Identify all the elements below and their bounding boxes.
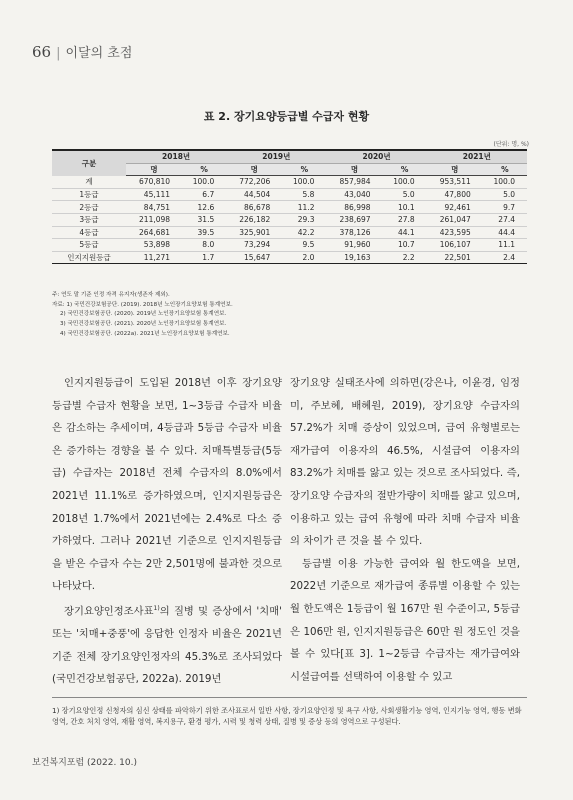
table-cell: 27.8 (383, 213, 427, 226)
subheader-cell: % (483, 163, 527, 176)
table-cell: 44.1 (383, 226, 427, 239)
table-cell: 31.5 (182, 213, 226, 226)
paragraph-text: 의 질병 및 증상에서 '치매' 또는 '치매+중풍'에 응답한 인정자 비율은 2021년 기준 전체 장기요양인정자의 45.3%로 조사되었다(국민건강보험공단, 2022a). 2019년 (52, 605, 282, 686)
table-cell: 378,126 (326, 226, 382, 239)
header-separator: | (56, 46, 61, 61)
table-cell: 1.7 (182, 251, 226, 264)
row-label: 1등급 (52, 188, 126, 201)
subheader-cell: % (182, 163, 226, 176)
table-cell: 27.4 (483, 213, 527, 226)
table-note: 4) 국민건강보험공단. (2022a). 2021년 노인장기요양보험 통계연보. (60, 330, 230, 337)
table-cell: 15,647 (226, 251, 282, 264)
table-cell: 100.0 (383, 176, 427, 189)
table-row (52, 226, 527, 239)
row-label: 2등급 (52, 201, 126, 214)
table-cell: 10.7 (383, 239, 427, 252)
table-cell: 44,504 (226, 188, 282, 201)
subheader-cell: 명 (226, 163, 282, 176)
table-cell: 2.2 (383, 251, 427, 264)
row-label: 5등급 (52, 239, 126, 252)
table-cell: 12.6 (182, 201, 226, 214)
table-cell: 857,984 (326, 176, 382, 189)
subheader-cell: 명 (427, 163, 483, 176)
subheader-cell: 명 (326, 163, 382, 176)
table-row (52, 188, 527, 201)
recipients-table (52, 149, 527, 264)
table-cell: 264,681 (126, 226, 182, 239)
corner-header: 구분 (52, 150, 126, 176)
table-cell: 10.1 (383, 201, 427, 214)
table-cell: 9.5 (282, 239, 326, 252)
paragraph: 장기요양 실태조사에 의하면(강은나, 이윤경, 임정미, 주보혜, 배혜원, 2019), 장기요양 수급자의 57.2%가 치매 증상이 있었으며, 급여 유형별로는 재가급여 이용자의 46.5%, 시설급여 이용자의 83.2%가 치매를 앓고 있는 것으로 조사되었다. 즉, 장기요양 수급자의 절반가량이 치매를 앓고 있으며, 이용하고 있는 급여 유형에 따라 치매 수급자 비율의 차이가 큰 것을 볼 수 있다. (290, 377, 520, 548)
table-cell: 45,111 (126, 188, 182, 201)
table-cell: 100.0 (182, 176, 226, 189)
table-cell: 5.8 (282, 188, 326, 201)
table-cell: 44.4 (483, 226, 527, 239)
body-column-right (290, 372, 520, 688)
table-cell: 261,047 (427, 213, 483, 226)
table-cell: 238,697 (326, 213, 382, 226)
table-note: 3) 국민건강보험공단. (2021). 2020년 노인장기요양보험 통계연보. (60, 321, 227, 328)
table-row (52, 251, 527, 264)
table-cell: 325,901 (226, 226, 282, 239)
table-cell: 9.7 (483, 201, 527, 214)
body-column-left (52, 372, 282, 691)
table-cell: 100.0 (483, 176, 527, 189)
section-title: 이달의 초점 (65, 46, 133, 61)
table-title: 표 2. 장기요양등급별 수급자 현황 (203, 110, 370, 123)
table-note: 주: 연도 말 기준 인정 자격 유지자(생존자 제외). (52, 292, 170, 298)
table-row (52, 239, 527, 252)
paragraph-text: 장기요양인정조사표 (64, 605, 154, 618)
subheader-cell: % (282, 163, 326, 176)
paragraph: 인지지원등급이 도입된 2018년 이후 장기요양등급별 수급자 현황을 보면, 1~3등급 수급자 비율은 감소하는 추세이며, 4등급과 5등급 수급자 비율은 증가하는 경향을 볼 수 있다. 치매특별등급(5등급) 수급자는 2018년 전체 수급자의 8.0%에서 2021년 11.1%로 증가하였으며, 인지지원등급은 2018년 1.7%에서 2021년에는 2.4%로 다소 증가하였다. 그러나 2021년 기준으로 인지지원등급을 받은 수급자 수는 2만 2,501명에 불과한 것으로 나타났다. (52, 377, 282, 593)
table-cell: 19,163 (326, 251, 382, 264)
table-cell: 73,294 (226, 239, 282, 252)
table-cell: 670,810 (126, 176, 182, 189)
table-unit: (단위: 명, %) (493, 141, 529, 148)
table-note: 2) 국민건강보험공단. (2020). 2019년 노인장기요양보험 통계연보. (60, 311, 227, 318)
table-cell: 953,511 (427, 176, 483, 189)
year-header: 2018년 (126, 150, 226, 163)
year-header: 2021년 (427, 150, 527, 163)
paragraph (52, 598, 282, 691)
table-row (52, 176, 527, 189)
year-header: 2020년 (326, 150, 426, 163)
row-label: 3등급 (52, 213, 126, 226)
subheader-cell: 명 (126, 163, 182, 176)
subheader-cell: % (383, 163, 427, 176)
table-cell: 6.7 (182, 188, 226, 201)
table-cell: 11.1 (483, 239, 527, 252)
table-cell: 91,960 (326, 239, 382, 252)
table-cell: 43,040 (326, 188, 382, 201)
footnote-divider (52, 697, 527, 698)
table-cell: 84,751 (126, 201, 182, 214)
table-cell: 226,182 (226, 213, 282, 226)
row-label: 인지지원등급 (52, 251, 126, 264)
paragraph: 등급별 이용 가능한 급여와 월 한도액을 보면, 2022년 기준으로 재가급여 종류별 이용할 수 있는 월 한도액은 1등급이 월 167만 원 수준이고, 5등급은 106만 원, 인지지원등급은 60만 원 정도인 것을 볼 수 있다[표 3]. 1~2등급 수급자는 재가급여와 시설급여를 선택하여 이용할 수 있고 (290, 557, 520, 683)
table-cell: 772,206 (226, 176, 282, 189)
table-cell: 22,501 (427, 251, 483, 264)
table-cell: 86,998 (326, 201, 382, 214)
table-cell: 11.2 (282, 201, 326, 214)
footnote-ref: 1) (153, 604, 160, 612)
table-cell: 2.0 (282, 251, 326, 264)
table-cell: 86,678 (226, 201, 282, 214)
table-cell: 42.2 (282, 226, 326, 239)
table-cell: 100.0 (282, 176, 326, 189)
table-cell: 423,595 (427, 226, 483, 239)
page-header (32, 42, 132, 61)
table-cell: 5.0 (483, 188, 527, 201)
table-row (52, 213, 527, 226)
table-cell: 47,800 (427, 188, 483, 201)
table-cell: 11,271 (126, 251, 182, 264)
table-cell: 2.4 (483, 251, 527, 264)
table-row (52, 201, 527, 214)
year-header: 2019년 (226, 150, 326, 163)
table-cell: 53,898 (126, 239, 182, 252)
table-note: 자료: 1) 국민건강보험공단. (2019). 2018년 노인장기요양보험 통계연보. (52, 301, 233, 308)
table-notes (52, 291, 233, 340)
row-label: 계 (52, 176, 126, 189)
table-cell: 39.5 (182, 226, 226, 239)
table-cell: 29.3 (282, 213, 326, 226)
page-number: 66 (32, 43, 52, 61)
footnote: 1) 장기요양인정 신청자의 심신 상태를 파악하기 위한 조사표로서 일반 사항, 장기요양인정 및 욕구 사항, 사회생활기능 영역, 인지기능 영역, 행동 변화 영역, 간호 처치 영역, 재활 영역, 복지용구, 환경 평가, 시력 및 청력 상태, 질병 및 증상 등의 영역으로 구성된다. (52, 706, 522, 726)
page-footer: 보건복지포럼 (2022. 10.) (32, 758, 137, 768)
table-cell: 92,461 (427, 201, 483, 214)
table-cell: 8.0 (182, 239, 226, 252)
row-label: 4등급 (52, 226, 126, 239)
table-cell: 5.0 (383, 188, 427, 201)
table-cell: 106,107 (427, 239, 483, 252)
table-cell: 211,098 (126, 213, 182, 226)
